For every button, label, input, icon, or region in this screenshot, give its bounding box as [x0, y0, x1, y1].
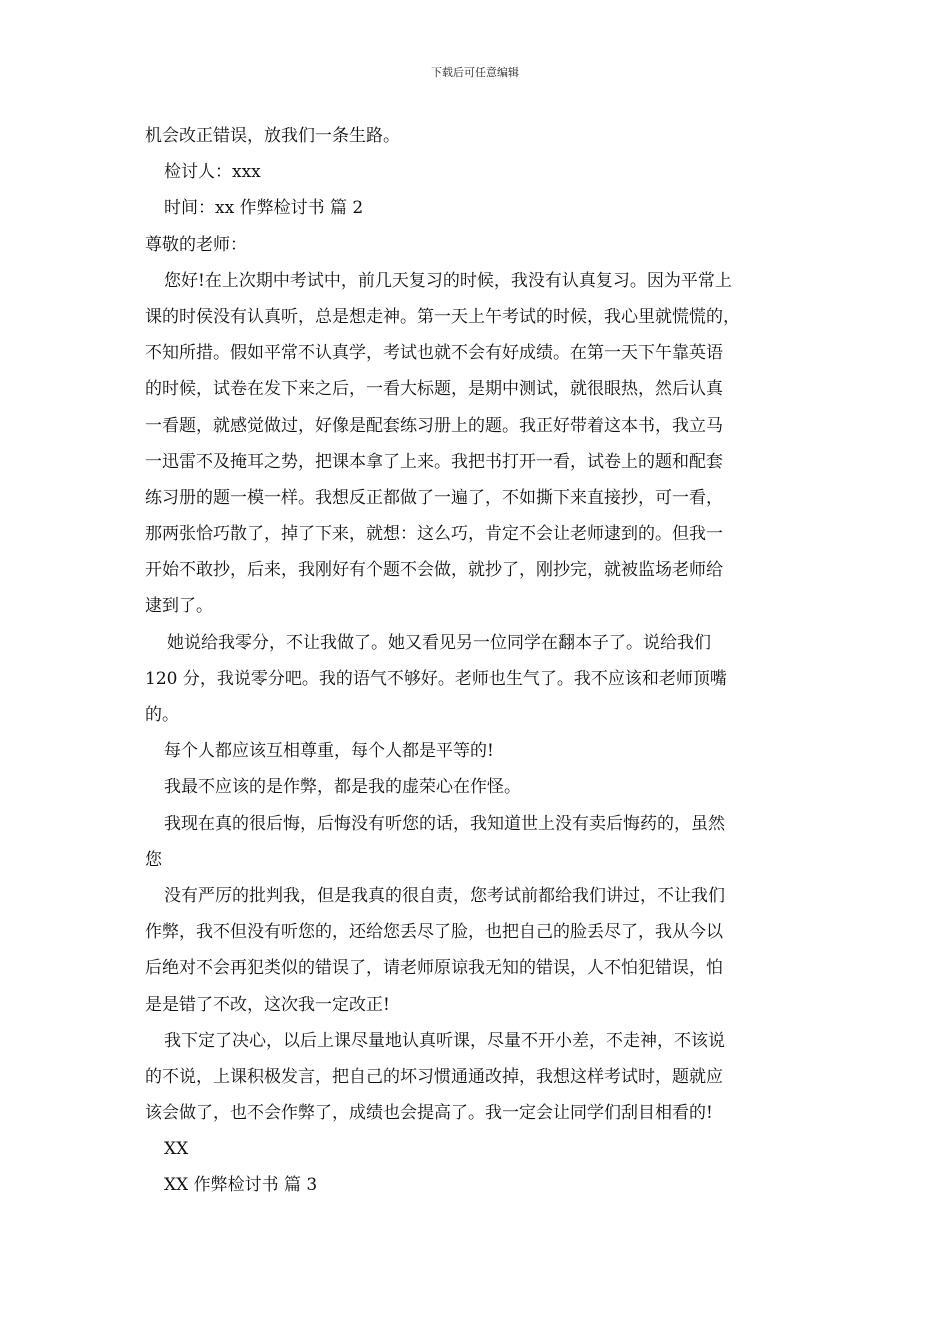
text-line: 逮到了。	[145, 596, 213, 617]
text-line: 您好!在上次期中考试中，前几天复习的时候，我没有认真复习。因为平常上	[164, 270, 732, 291]
text-line: 课的时侯没有认真听，总是想走神。第一天上午考试的时候，我心里就慌慌的，	[145, 306, 740, 327]
text-line: 我现在真的很后悔，后悔没有听您的话，我知道世上没有卖后悔药的，虽然	[164, 813, 725, 834]
text-line: 不知所措。假如平常不认真学，考试也就不会有好成绩。在第一天下午靠英语	[145, 343, 723, 364]
text-line: 后绝对不会再犯类似的错误了，请老师原谅我无知的错误，人不怕犯错误，怕	[145, 958, 723, 979]
text-line: 的不说，上课积极发言，把自己的坏习惯通通改掉，我想这样考试时，题就应	[145, 1066, 723, 1087]
text-line: 我最不应该的是作弊，都是我的虚荣心在作怪。	[164, 777, 521, 798]
page-header: 下载后可任意编辑	[431, 66, 519, 79]
text-line: 机会改正错误，放我们一条生路。	[145, 126, 400, 146]
text-line: 是是错了不改，这次我一定改正!	[145, 994, 390, 1015]
document-body	[145, 118, 815, 1204]
text-line: 时间：xx 作弊检讨书 篇 2	[164, 198, 364, 219]
text-line: 的时候，试卷在发下来之后，一看大标题，是期中测试，就很眼热，然后认真	[145, 379, 723, 400]
text-line: 那两张恰巧散了，掉了下来，就想：这么巧，肯定不会让老师逮到的。但我一	[145, 524, 723, 545]
text-line: 没有严厉的批判我，但是我真的很自责，您考试前都给我们讲过，不让我们	[164, 885, 725, 906]
text-line: 该会做了，也不会作弊了，成绩也会提高了。我一定会让同学们刮目相看的!	[145, 1103, 713, 1124]
text-line: 我下定了决心，以后上课尽量地认真听课，尽量不开小差，不走神，不该说	[164, 1030, 725, 1051]
text-line: 检讨人：xxx	[164, 162, 261, 183]
text-line: 开始不敢抄，后来，我刚好有个题不会做，就抄了，刚抄完，就被监场老师给	[145, 560, 723, 581]
text-line: XX	[164, 1139, 189, 1160]
text-line: 每个人都应该互相尊重，每个人都是平等的!	[164, 741, 494, 762]
text-line: 尊敬的老师：	[145, 234, 247, 255]
text-line: 一迅雷不及掩耳之势，把课本拿了上来。我把书打开一看，试卷上的题和配套	[145, 451, 723, 472]
text-line: 她说给我零分，不让我做了。她又看见另一位同学在翻本子了。说给我们	[167, 632, 711, 653]
text-line: XX 作弊检讨书 篇 3	[164, 1175, 318, 1196]
text-line: 的。	[145, 705, 179, 725]
text-line: 您	[145, 849, 162, 870]
text-line: 120 分，我说零分吧。我的语气不够好。老师也生气了。我不应该和老师顶嘴	[145, 668, 727, 689]
text-line: 一看题，就感觉做过，好像是配套练习册上的题。我正好带着这本书，我立马	[145, 415, 723, 436]
text-line: 作弊，我不但没有听您的，还给您丢尽了脸，也把自己的脸丢尽了，我从今以	[145, 922, 723, 943]
text-line: 练习册的题一模一样。我想反正都做了一遍了，不如撕下来直接抄，可一看，	[145, 487, 723, 508]
